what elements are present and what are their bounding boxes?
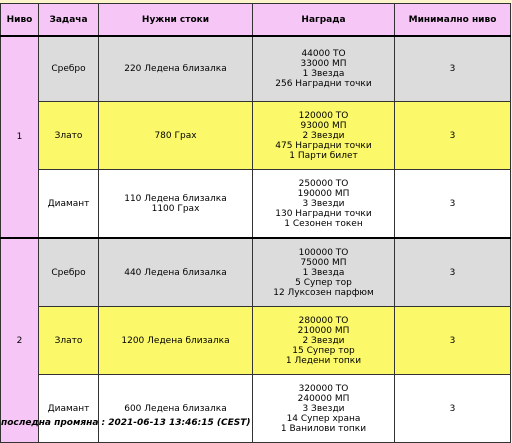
- min-level-cell: 3: [395, 36, 511, 102]
- table-header-row: [1, 4, 511, 37]
- reward-line: 1 Ледени топки: [285, 355, 362, 366]
- needed-goods-cell: [99, 170, 253, 239]
- reward-cell: [253, 307, 395, 375]
- min-level-cell: 3: [395, 307, 511, 375]
- needed-goods-line: 220 Ледена близалка: [124, 64, 227, 74]
- reward-line: 93000 МП: [300, 120, 347, 131]
- reward-line: 1 Сезонен токен: [284, 218, 363, 229]
- table-row: [1, 170, 511, 239]
- reward-line: 3 Звезди: [302, 403, 345, 414]
- quest-table: [0, 3, 511, 443]
- reward-line: 14 Супер храна: [286, 413, 361, 424]
- header-min-level: Минимално ниво: [395, 4, 511, 37]
- min-level-cell: 3: [395, 170, 511, 239]
- reward-line: 320000 ТО: [298, 383, 349, 394]
- needed-goods-line: 600 Ледена близалка: [124, 403, 227, 414]
- table-row: [1, 375, 511, 443]
- table-row: [1, 102, 511, 170]
- level-cell: 1: [1, 36, 39, 238]
- needed-goods-cell: [99, 238, 253, 307]
- reward-line: 5 Супер тор: [295, 277, 352, 288]
- reward-line: 256 Наградни точки: [275, 79, 372, 89]
- table-row: [1, 307, 511, 375]
- header-needed-goods: Нужни стоки: [99, 4, 253, 37]
- header-reward: Награда: [253, 4, 395, 37]
- task-cell: Диамант: [39, 375, 99, 443]
- needed-goods-line: 110 Ледена близалка: [124, 193, 227, 204]
- reward-cell: [253, 238, 395, 307]
- reward-line: 100000 ТО: [298, 247, 349, 258]
- reward-line: 120000 ТО: [298, 110, 349, 121]
- reward-line: 2 Звезди: [302, 130, 345, 141]
- min-level-cell: 3: [395, 375, 511, 443]
- reward-cell: [253, 375, 395, 443]
- task-cell: Злато: [39, 307, 99, 375]
- reward-line: 1 Ванилови топки: [280, 423, 367, 434]
- reward-cell: [253, 102, 395, 170]
- reward-line: 190000 МП: [297, 188, 350, 199]
- reward-line: 15 Супер тор: [292, 345, 355, 356]
- reward-line: 250000 ТО: [298, 178, 349, 189]
- needed-goods-line: 440 Ледена близалка: [124, 267, 227, 278]
- reward-line: 33000 МП: [300, 59, 347, 69]
- needed-goods-cell: [99, 36, 253, 102]
- task-cell: Сребро: [39, 238, 99, 307]
- needed-goods-cell: [99, 307, 253, 375]
- reward-line: 12 Луксозен парфюм: [273, 287, 374, 298]
- needed-goods-line: 780 Грах: [154, 130, 197, 141]
- reward-line: 2 Звезди: [302, 335, 345, 346]
- reward-line: 240000 МП: [297, 393, 350, 404]
- needed-goods-cell: [99, 375, 253, 443]
- needed-goods-line: 1100 Грах: [151, 203, 200, 214]
- header-level: Ниво: [1, 4, 39, 37]
- reward-line: 475 Наградни точки: [275, 140, 372, 151]
- needed-goods-cell: [99, 102, 253, 170]
- task-cell: Диамант: [39, 170, 99, 239]
- reward-line: 280000 ТО: [298, 315, 349, 326]
- task-cell: Злато: [39, 102, 99, 170]
- table-row: [1, 238, 511, 307]
- min-level-cell: 3: [395, 102, 511, 170]
- table-body: [1, 36, 511, 443]
- reward-cell: [253, 170, 395, 239]
- header-task: Задача: [39, 4, 99, 37]
- min-level-cell: 3: [395, 238, 511, 307]
- reward-line: 1 Звезда: [302, 69, 345, 79]
- reward-line: 130 Наградни точки: [275, 208, 372, 219]
- reward-line: 44000 ТО: [301, 49, 346, 59]
- last-modified-note: последна промяна : 2021-06-13 13:46:15 (CEST): [1, 418, 251, 428]
- level-cell: 2: [1, 238, 39, 443]
- task-cell: Сребро: [39, 36, 99, 102]
- reward-line: 75000 МП: [300, 257, 347, 268]
- reward-cell: [253, 36, 395, 102]
- reward-line: 1 Звезда: [302, 267, 345, 278]
- reward-line: 3 Звезди: [302, 198, 345, 209]
- needed-goods-line: 1200 Ледена близалка: [121, 335, 230, 346]
- reward-line: 1 Парти билет: [289, 150, 358, 161]
- table-row: [1, 36, 511, 102]
- reward-line: 210000 МП: [297, 325, 350, 336]
